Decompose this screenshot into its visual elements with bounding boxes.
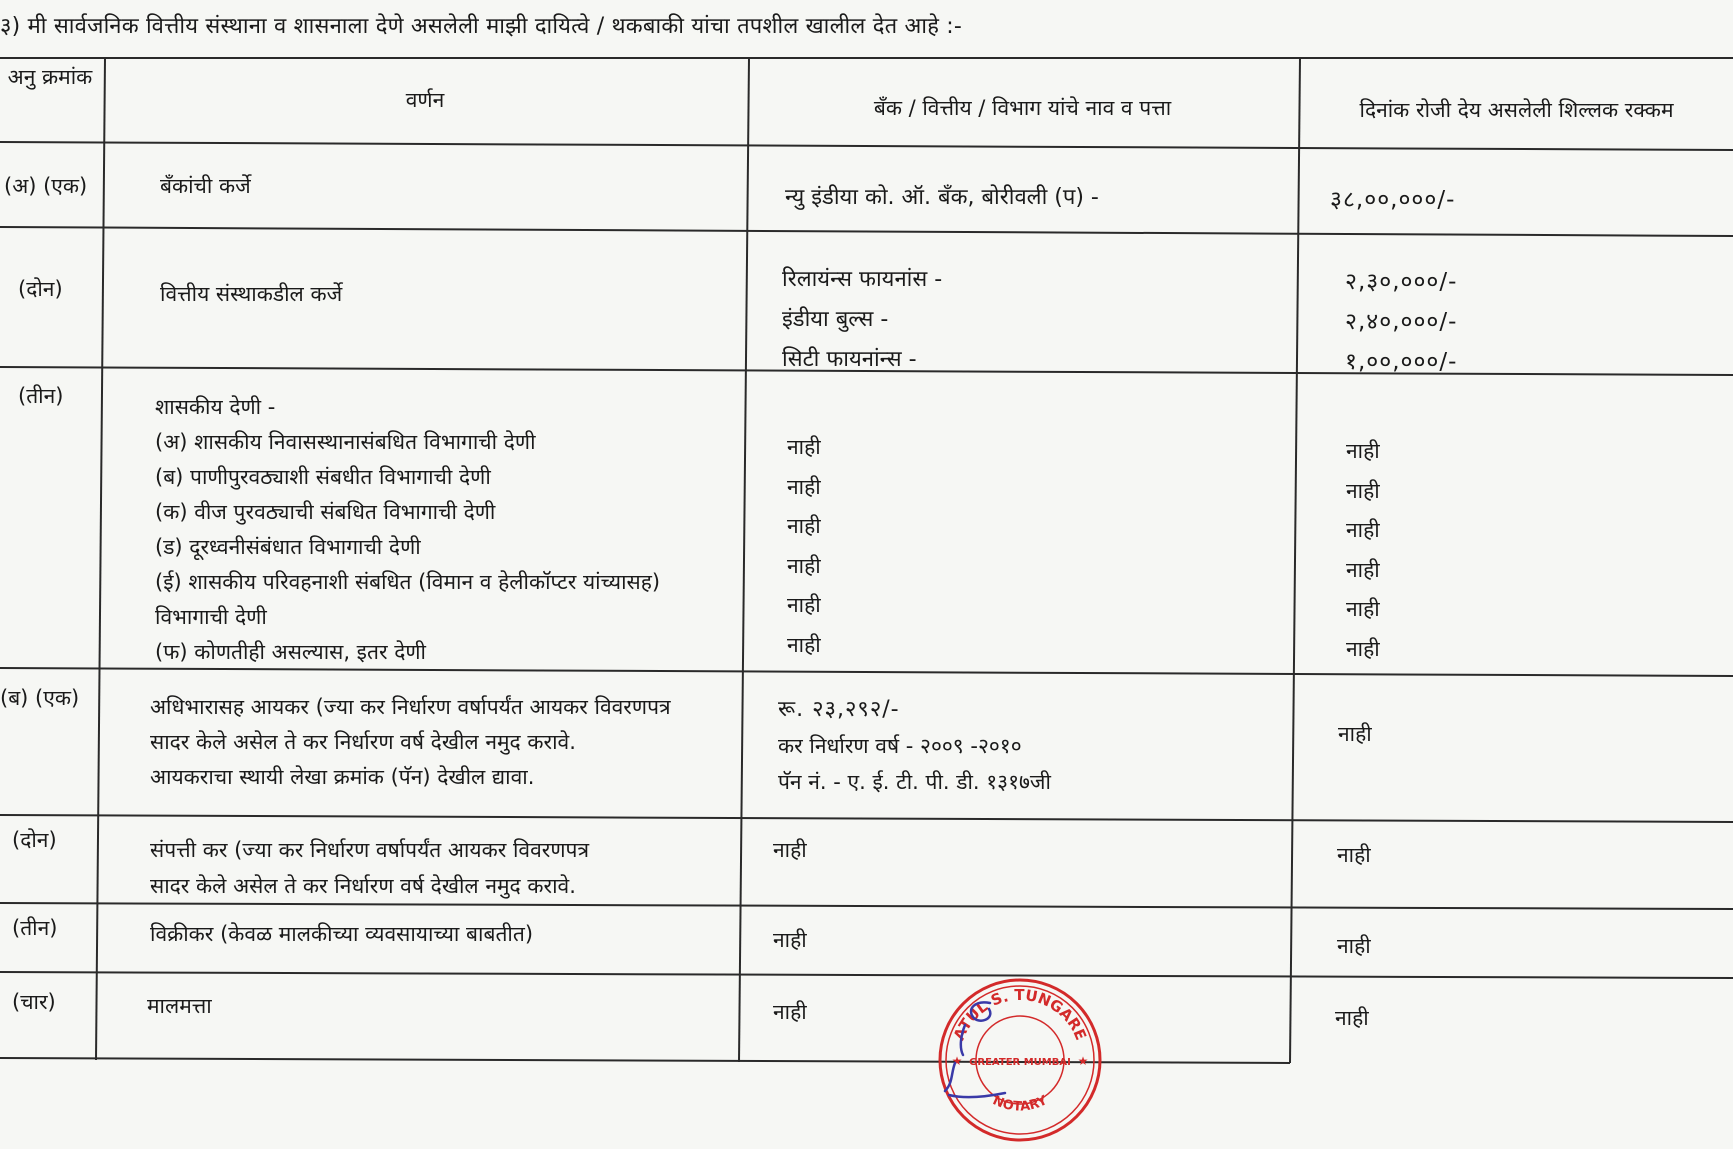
row-2-bank-item: सिटी फायनांन्स - bbox=[782, 347, 917, 372]
row-4-balance: नाही bbox=[1338, 722, 1372, 746]
stamp-text-center: GREATER MUMBAI bbox=[969, 1057, 1071, 1068]
row-3-balance-item: नाही bbox=[1346, 636, 1380, 661]
rule-row-1 bbox=[0, 227, 1733, 236]
signature-mark bbox=[935, 995, 1015, 1105]
row-5-description-list bbox=[150, 832, 589, 904]
row-5-description-item: सादर केले असेल ते कर निर्धारण वर्ष देखील नमुद करावे. bbox=[150, 874, 576, 898]
row-4-description-item: सादर केले असेल ते कर निर्धारण वर्ष देखील नमुद करावे. bbox=[150, 730, 576, 754]
header-bank: बँक / वित्तीय / विभाग यांचे नाव व पत्ता bbox=[873, 96, 1172, 120]
row-2-bank-item: इंडीया बुल्स - bbox=[782, 307, 889, 332]
row-3-balance-item: नाही bbox=[1346, 557, 1380, 582]
row-1-balance: ३८,००,०००/- bbox=[1330, 187, 1456, 213]
row-4-description-item: आयकराचा स्थायी लेखा क्रमांक (पॅन) देखील द्यावा. bbox=[150, 765, 535, 789]
row-4-bank-item: कर निर्धारण वर्ष - २००९ -२०१० bbox=[778, 734, 1022, 758]
rule-col-2 bbox=[739, 58, 749, 1062]
rule-col-3 bbox=[1290, 58, 1300, 1063]
row-3-balance-item: नाही bbox=[1346, 439, 1380, 463]
row-3-balance-item: नाही bbox=[1346, 478, 1380, 503]
row-3-bank-item: नाही bbox=[787, 435, 821, 459]
row-2-balance-item: २,३०,०००/- bbox=[1345, 269, 1458, 295]
row-2-balance-item: १,००,०००/- bbox=[1345, 349, 1458, 375]
row-3-balance-list bbox=[1346, 432, 1380, 669]
row-3-description-list bbox=[155, 390, 660, 670]
row-4-bank-item: रू. २३,२९२/- bbox=[778, 697, 900, 722]
row-5-serial: (दोन) bbox=[12, 828, 57, 852]
stamp-text-bottom: NOTARY bbox=[990, 1093, 1050, 1115]
row-7-balance: नाही bbox=[1335, 1006, 1369, 1030]
row-3-description-item: (ई) शासकीय परिवहनाशी संबधित (विमान व हेलीकॉप्टर यांच्यासह) bbox=[155, 570, 661, 594]
row-5-bank: नाही bbox=[773, 838, 807, 862]
row-4-description-list bbox=[150, 690, 671, 795]
row-3-balance-item: नाही bbox=[1346, 597, 1380, 621]
row-3-description-item: (अ) शासकीय निवासस्थानासंबधित विभागाची देणी bbox=[155, 430, 536, 454]
row-2-balance-list bbox=[1345, 262, 1457, 382]
row-3-description-item: विभागाची देणी bbox=[155, 605, 267, 629]
row-2-description: वित्तीय संस्थाकडील कर्जे bbox=[160, 282, 343, 306]
row-6-description: विक्रीकर (केवळ मालकीच्या व्यवसायाच्या बाबतीत) bbox=[150, 922, 534, 946]
header-description: वर्णन bbox=[405, 88, 445, 112]
row-3-bank-item: नाही bbox=[787, 514, 821, 538]
row-4-bank-item: पॅन नं. - ए. ई. टी. पी. डी. १३१७जी bbox=[778, 770, 1051, 794]
svg-text:★: ★ bbox=[951, 1054, 963, 1068]
row-7-serial: (चार) bbox=[12, 990, 56, 1014]
row-6-balance: नाही bbox=[1337, 934, 1371, 958]
row-2-bank-list bbox=[782, 260, 942, 380]
header-balance: दिनांक रोजी देय असलेली शिल्लक रक्कम bbox=[1359, 98, 1674, 122]
row-7-bank: नाही bbox=[773, 1000, 807, 1024]
row-4-serial: (ब) (एक) bbox=[0, 686, 80, 710]
row-3-bank-list bbox=[787, 428, 821, 665]
row-1-bank: न्यु इंडीया को. ऑ. बँक, बोरीवली (प) - bbox=[785, 185, 1099, 210]
row-2-serial: (दोन) bbox=[18, 277, 63, 301]
row-7-description: मालमत्ता bbox=[147, 994, 212, 1018]
row-5-balance: नाही bbox=[1337, 843, 1371, 867]
row-5-description-item: संपत्ती कर (ज्या कर निर्धारण वर्षापर्यंत आयकर विवरणपत्र bbox=[150, 838, 590, 862]
header-serial bbox=[0, 64, 100, 91]
row-6-serial: (तीन) bbox=[12, 916, 58, 940]
row-3-bank-item: नाही bbox=[787, 593, 821, 617]
rule-row-6 bbox=[0, 972, 1733, 978]
stamp-text-top: ATUL S. TUNGARE bbox=[949, 985, 1091, 1043]
row-3-description-item: (क) वीज पुरवठ्याची संबधित विभागाची देणी bbox=[155, 500, 496, 524]
row-1-serial: (अ) (एक) bbox=[4, 174, 88, 198]
row-3-description-item: शासकीय देणी - bbox=[155, 395, 276, 419]
svg-text:★: ★ bbox=[1077, 1054, 1089, 1068]
row-3-bank-item: नाही bbox=[787, 553, 821, 578]
row-2-balance-item: २,४०,०००/- bbox=[1345, 309, 1458, 335]
row-3-bank-item: नाही bbox=[787, 632, 821, 657]
rule-row-4 bbox=[0, 815, 1733, 822]
row-2-bank-item: रिलायंन्स फायनांस - bbox=[782, 267, 943, 292]
row-1-description: बँकांची कर्जे bbox=[160, 174, 251, 198]
row-6-bank: नाही bbox=[773, 928, 807, 952]
document-heading: ३) मी सार्वजनिक वित्तीय संस्थाना व शासनाला देणे असलेली माझी दायित्वे / थकबाकी यांचा तपशील खालील देत आहे :- bbox=[0, 14, 963, 39]
header-serial-label: अनु क्रमांक bbox=[7, 65, 93, 89]
row-3-serial: (तीन) bbox=[18, 384, 64, 408]
row-4-description-item: अधिभारासह आयकर (ज्या कर निर्धारण वर्षापर्यंत आयकर विवरणपत्र bbox=[150, 695, 671, 719]
rule-col-1 bbox=[96, 58, 105, 1060]
row-3-bank-item: नाही bbox=[787, 474, 821, 499]
row-3-description-item: (फ) कोणतीही असल्यास, इतर देणी bbox=[155, 640, 426, 664]
row-3-balance-item: नाही bbox=[1346, 518, 1380, 542]
row-4-bank-list bbox=[778, 692, 1051, 800]
row-3-description-item: (ड) दूरध्वनीसंबंधात विभागाची देणी bbox=[155, 535, 421, 559]
rule-header-bottom bbox=[0, 142, 1733, 150]
row-3-description-item: (ब) पाणीपुरवठ्याशी संबधीत विभागाची देणी bbox=[155, 465, 491, 489]
